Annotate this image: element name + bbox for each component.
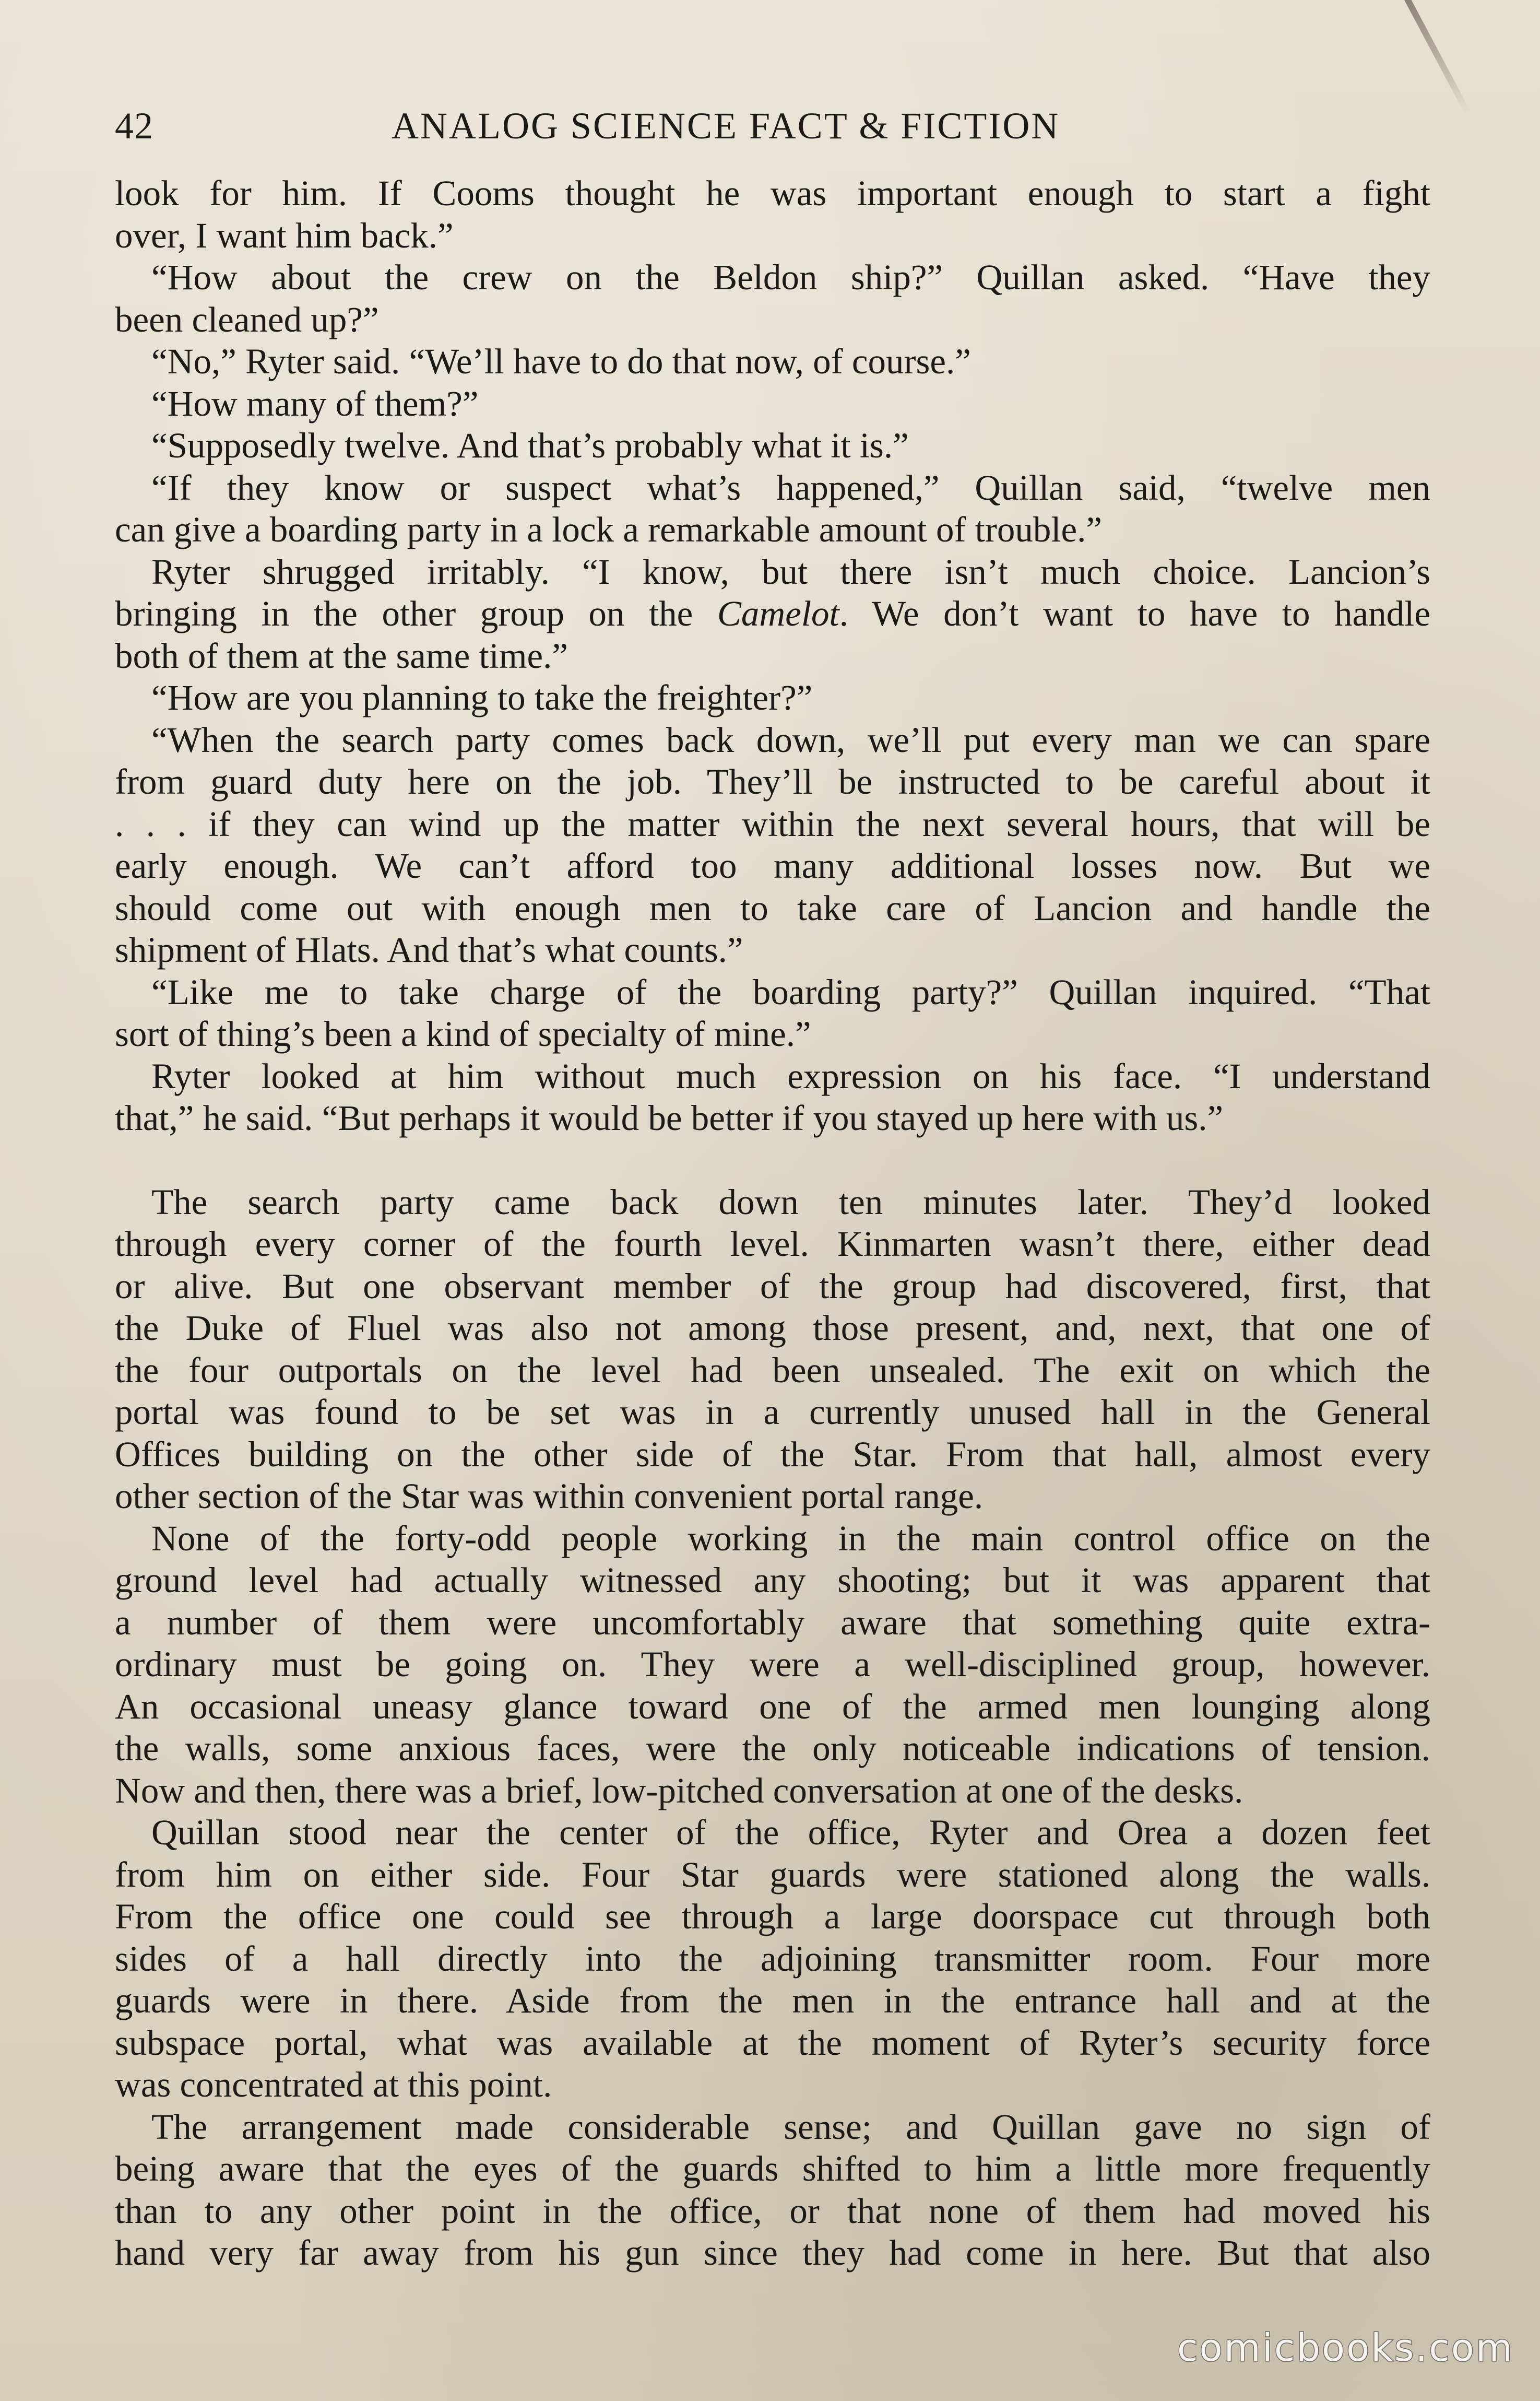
text-line: Now and then, there was a brief, low-pitched conversation at one of the desks. — [115, 1770, 1243, 1810]
text-line: that,” he said. “But perhaps it would be better if you stayed up here with us.” — [115, 1098, 1224, 1138]
text-line: from guard duty here on the job. They’ll be instructed to be careful about it — [115, 762, 1430, 802]
text-line: from him on either side. Four Star guards were stationed along the walls. — [115, 1854, 1430, 1894]
text-line: The search party came back down ten minutes later. They’d looked — [151, 1182, 1430, 1222]
text-line: hand very far away from his gun since they had come in here. But that also — [115, 2233, 1430, 2273]
text-line: “Like me to take charge of the boarding party?” Quillan inquired. “That — [151, 972, 1430, 1012]
text-line: guards were in there. Aside from the men in the entrance hall and at the — [115, 1981, 1430, 2020]
text-line: “No,” Ryter said. “We’ll have to do that now, of course.” — [151, 342, 971, 381]
page-number: 42 — [115, 105, 153, 147]
text-line: ordinary must be going on. They were a well-disciplined group, however. — [115, 1644, 1430, 1684]
text-line: “How many of them?” — [151, 383, 479, 423]
text-line: the four outportals on the level had been unsealed. The exit on which the — [115, 1350, 1430, 1390]
text-line: Ryter looked at him without much expression on his face. “I understand — [151, 1056, 1430, 1096]
text-line: the Duke of Fluel was also not among those present, and, next, that one of — [115, 1308, 1430, 1348]
text-line: “Supposedly twelve. And that’s probably what it is.” — [151, 426, 909, 465]
text-line: can give a boarding party in a lock a remarkable amount of trouble.” — [115, 510, 1102, 549]
text-line: a number of them were uncomfortably aware that something quite extra- — [115, 1602, 1430, 1642]
text-line: An occasional uneasy glance toward one of the armed men lounging along — [115, 1686, 1430, 1726]
text-line: look for him. If Cooms thought he was important enough to start a fight — [115, 173, 1430, 213]
text-line: being aware that the eyes of the guards shifted to him a little more frequently — [115, 2149, 1430, 2188]
text-line: portal was found to be set was in a currently unused hall in the General — [115, 1392, 1430, 1432]
text-line: The arrangement made considerable sense; and Quillan gave no sign of — [151, 2106, 1430, 2147]
text-line: None of the forty-odd people working in the main control office on the — [151, 1518, 1430, 1558]
text-line: shipment of Hlats. And that’s what counts.” — [115, 930, 743, 970]
text-line: “When the search party comes back down, we’ll put every man we can spare — [151, 720, 1430, 760]
running-title: ANALOG SCIENCE FACT & FICTION — [392, 105, 1060, 147]
text-line: From the office one could see through a large doorspace cut through both — [115, 1897, 1430, 1936]
text-line: was concentrated at this point. — [115, 2065, 552, 2104]
text-line: the walls, some anxious faces, were the only noticeable indications of tension. — [115, 1728, 1430, 1768]
text-line: Ryter shrugged irritably. “I know, but there isn’t much choice. Lancion’s — [151, 551, 1430, 592]
text-line: ground level had actually witnessed any shooting; but it was apparent that — [115, 1560, 1430, 1600]
text-line: been cleaned up?” — [115, 299, 379, 339]
text-line: “If they know or suspect what’s happened,” Quillan said, “twelve men — [151, 467, 1430, 508]
page-header — [115, 104, 1430, 151]
text-line: early enough. We can’t afford too many additional losses now. But we — [115, 846, 1430, 886]
text-line: bringing in the other group on the Camelot. We don’t want to have to handle — [115, 594, 1430, 633]
watermark: comicbooks.com — [1177, 2326, 1514, 2370]
page-crease-mark — [1404, 0, 1471, 115]
text-line: subspace portal, what was available at the moment of Ryter’s security force — [115, 2022, 1430, 2063]
text-line: Quillan stood near the center of the office, Ryter and Orea a dozen feet — [151, 1812, 1430, 1852]
text-line: should come out with enough men to take care of Lancion and handle the — [115, 888, 1430, 928]
text-line: sides of a hall directly into the adjoining transmitter room. Four more — [115, 1938, 1430, 1979]
text-line: sort of thing’s been a kind of specialty of mine.” — [115, 1014, 811, 1054]
text-line: “How are you planning to take the freighter?” — [151, 678, 813, 717]
text-line: both of them at the same time.” — [115, 635, 568, 676]
text-line: or alive. But one observant member of the group had discovered, first, that — [115, 1266, 1430, 1306]
text-line: over, I want him back.” — [115, 215, 454, 255]
text-line: “How about the crew on the Beldon ship?” Quillan asked. “Have they — [151, 257, 1430, 297]
section-break — [115, 1139, 1430, 1181]
text-line: other section of the Star was within convenient portal range. — [115, 1476, 984, 1516]
text-line: than to any other point in the office, or that none of them had moved his — [115, 2191, 1430, 2231]
text-line: Offices building on the other side of the Star. From that hall, almost every — [115, 1434, 1430, 1474]
text-line: . . . if they can wind up the matter within the next several hours, that will be — [115, 804, 1430, 844]
text-line: through every corner of the fourth level. Kinmarten wasn’t there, either dead — [115, 1224, 1430, 1264]
body-text — [115, 172, 1430, 2274]
